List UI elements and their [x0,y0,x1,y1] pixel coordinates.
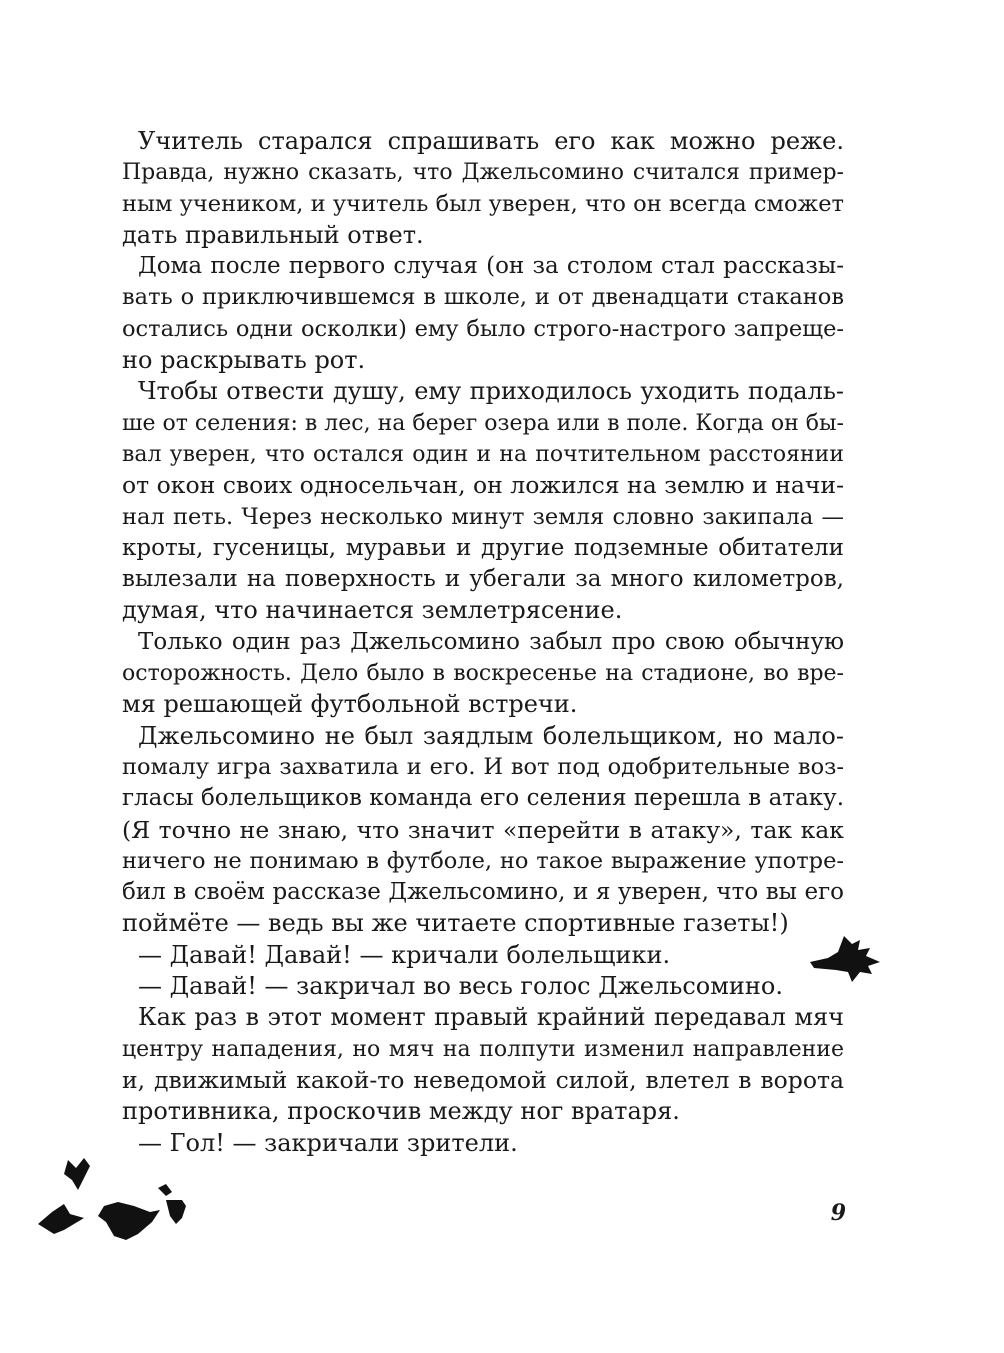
text-line: вал уверен, что остался один и на почтительном расстоянии [122,441,844,467]
text-line: ным учеником, и учитель был уверен, что он всегда сможет [122,190,844,217]
text-line: ничего не понимаю в футболе, но такое выражение употре- [122,847,844,874]
text-line: — Давай! Давай! — кричали болельщики. [138,940,671,969]
text-line: но раскрывать рот. [122,346,366,375]
text-line: поймёте — ведь вы же читаете спортивные газеты!) [122,909,789,938]
text-line: гласы болельщиков команда его селения перешла в атаку. [122,785,844,812]
text-line: ше от селения: в лес, на берег озера или в поле. Когда он бы- [122,410,844,436]
text-line: мя решающей футбольной встречи. [122,690,578,719]
text-line: Чтобы отвести душу, ему приходилось уходить подаль- [138,377,844,406]
text-line: — Гол! — закричали зрители. [138,1128,518,1157]
text-line: думая, что начинается землетрясение. [122,596,623,625]
text-line: кроты, гусеницы, муравьи и другие подземные обитатели [122,534,844,561]
text-line: помалу игра захватила и его. И вот под одобрительные воз- [122,753,844,780]
text-line: дать правильный ответ. [122,220,424,249]
text-line: противника, проскочив между ног вратаря. [122,1097,680,1126]
text-line: Правда, нужно сказать, что Джельсомино считался пример- [122,160,844,186]
text-line: центру нападения, но мяч на полпути изменил направление [122,1036,844,1062]
text-line: от окон своих односельчан, он ложился на землю и начи- [122,471,845,500]
text-line: остались одни осколки) ему было строго-настрого запреще- [122,315,844,342]
text-line: вылезали на поверхность и убегали за много километров, [122,566,844,593]
ink-blots-bottom-left-icon [34,1156,194,1246]
text-line: бил в своём рассказе Джельсомино, и я уверен, что вы его [122,879,844,906]
page-number: 9 [830,1200,846,1226]
text-line: Дома после первого случая (он за столом стал рассказы- [138,253,844,280]
text-line: вать о приключившемся в школе, и от двенадцати стаканов [122,284,844,311]
text-line: Как раз в этот момент правый крайний передавал мяч [138,1003,844,1032]
text-line: Учитель старался спрашивать его как можно реже. [138,127,844,155]
text-line: Джельсомино не был заядлым болельщиком, но мало- [138,721,844,750]
text-line: — Давай! — закричал во весь голос Джельсомино. [138,972,783,1001]
text-line: осторожность. Дело было в воскресенье на стадионе, во вре- [122,661,844,687]
text-line: нал петь. Через несколько минут земля словно закипала — [122,503,844,530]
ink-blot-right-icon [808,934,884,986]
body-text [122,126,844,1159]
text-line: (Я точно не знаю, что значит «перейти в атаку», так как [122,815,844,844]
text-line: и, движимый какой-то неведомой силой, влетел в ворота [122,1065,844,1094]
text-line: Только один раз Джельсомино забыл про свою обычную [138,628,844,655]
